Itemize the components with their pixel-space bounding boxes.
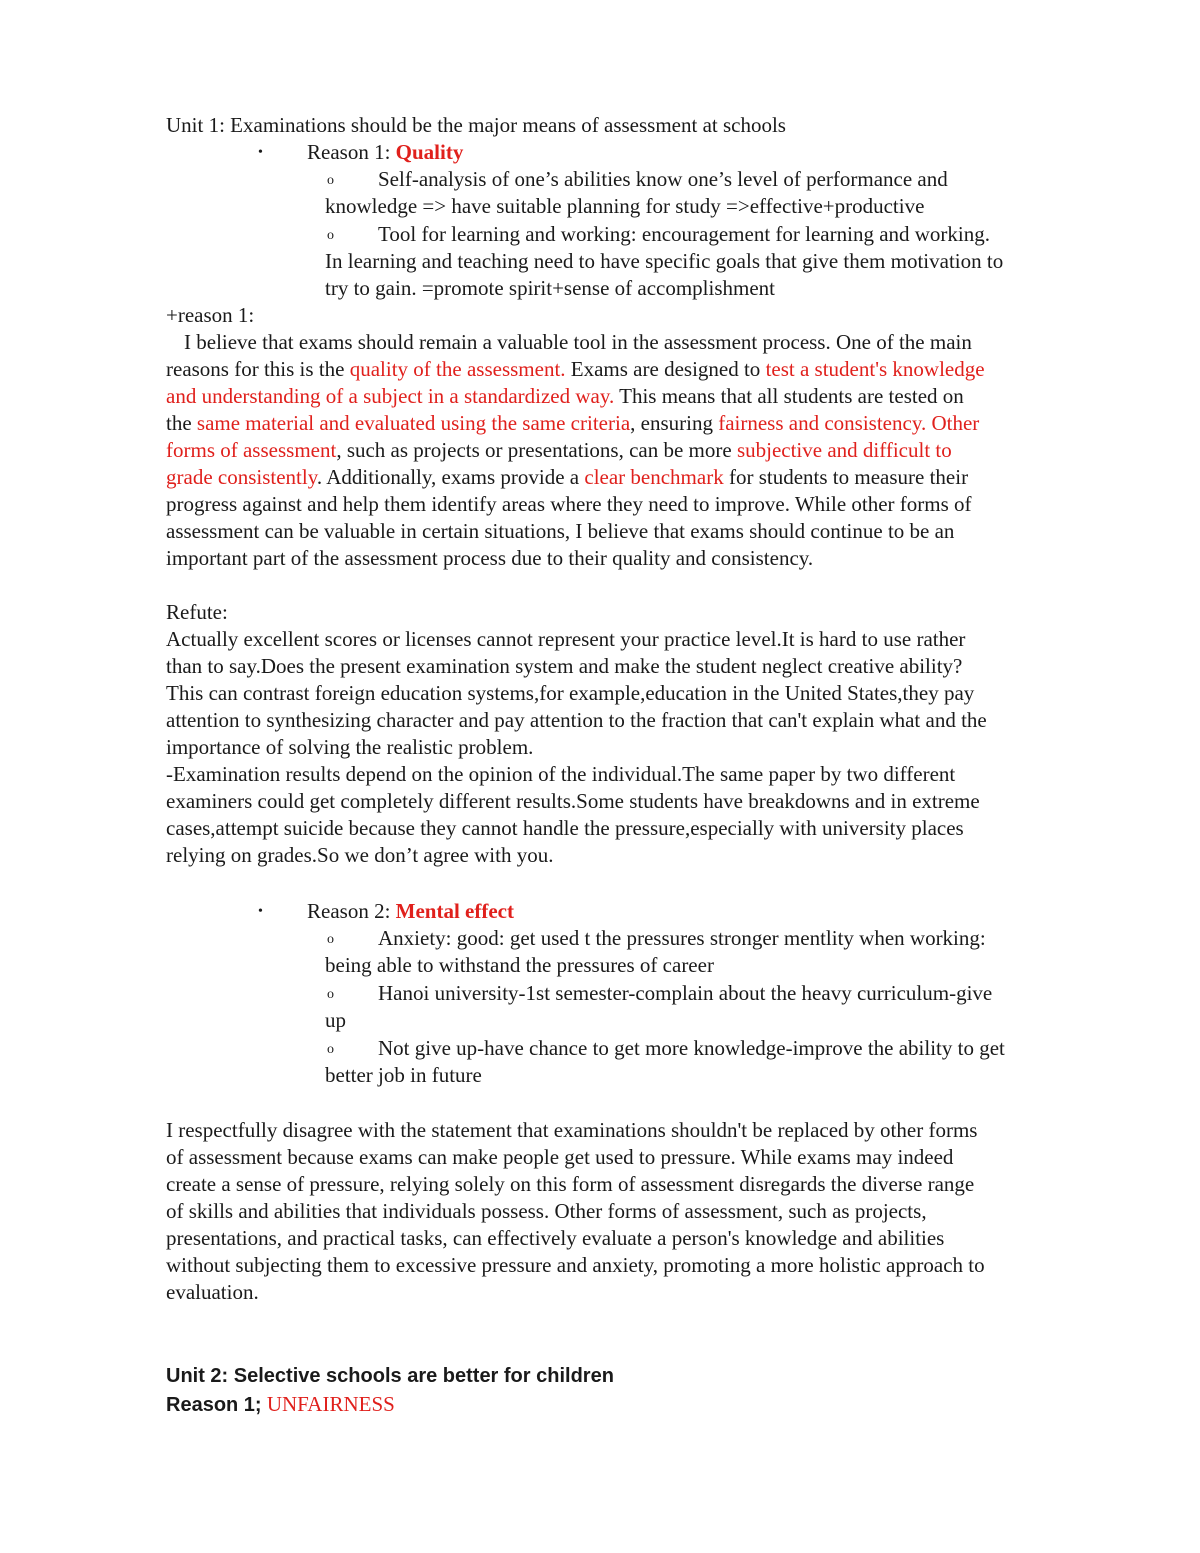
highlight-run: subjective and difficult to	[736, 438, 952, 462]
reason1-sub2-line1: Tool for learning and working: encouragement for learning and working.	[378, 222, 991, 246]
para2-line1: I respectfully disagree with the statement that examinations shouldn't be replaced by other forms	[166, 1118, 978, 1142]
highlight-run: fairness and consistency.	[718, 411, 927, 435]
text-run: reasons for this is the	[166, 357, 350, 381]
unit2-title: Unit 2: Selective schools are better for children	[166, 1365, 614, 1387]
text-run: , such as projects or presentations, can be more	[336, 438, 737, 462]
para1-line8: assessment can be valuable in certain situations, I believe that exams should continue to be an	[166, 519, 955, 543]
unit1-title: Unit 1: Examinations should be the major means of assessment at schools	[166, 113, 786, 137]
para1-line3	[166, 383, 964, 410]
text-run: Exams are designed to	[565, 357, 766, 381]
reason2-name: Mental effect	[395, 899, 514, 923]
refute-line6: -Examination results depend on the opinion of the individual.The same paper by two different	[166, 762, 956, 786]
highlight-run: forms of assessment	[166, 438, 337, 462]
text-run: , ensuring	[630, 411, 719, 435]
refute-line4: attention to synthesizing character and pay attention to the fraction that can't explain what and the	[166, 708, 987, 732]
para1-line2	[166, 356, 985, 383]
refute-line5: importance of solving the realistic problem.	[166, 735, 534, 759]
reason2-sub1-line2: being able to withstand the pressures of career	[325, 953, 714, 977]
para2-line3: create a sense of pressure, relying solely on this form of assessment disregards the diverse range	[166, 1172, 975, 1196]
sub-bullet: o	[327, 228, 334, 243]
refute-label: Refute:	[166, 600, 228, 624]
unit2-reason1-prefix: Reason 1;	[166, 1394, 262, 1416]
para1-line1: I believe that exams should remain a valuable tool in the assessment process. One of the main	[184, 330, 972, 354]
reason2-sub3-line1: Not give up-have chance to get more knowledge-improve the ability to get	[378, 1036, 1005, 1060]
text-run: . Additionally, exams provide a	[316, 465, 585, 489]
unit2-reason1-name: UNFAIRNESS	[261, 1392, 395, 1416]
para2-line4: of skills and abilities that individuals possess. Other forms of assessment, such as projects,	[166, 1199, 927, 1223]
highlight-run: clear benchmark	[584, 465, 724, 489]
reason1-heading	[307, 139, 463, 166]
highlight-run: same material and evaluated using the same criteria	[196, 411, 631, 435]
refute-line1: Actually excellent scores or licenses cannot represent your practice level.It is hard to use rather	[166, 627, 966, 651]
para1-line5	[166, 437, 952, 464]
para1-line6	[166, 464, 968, 491]
para2-line2: of assessment because exams can make people get used to pressure. While exams may indeed	[166, 1145, 954, 1169]
reason1-sub1-line1: Self-analysis of one’s abilities know one’s level of performance and	[378, 167, 948, 191]
highlight-run: and understanding of a subject in a standardized way.	[166, 384, 615, 408]
para2-line7: evaluation.	[166, 1280, 259, 1304]
reason2-sub2-line1: Hanoi university-1st semester-complain about the heavy curriculum-give	[378, 981, 993, 1005]
reason1-sub2-line3: try to gain. =promote spirit+sense of accomplishment	[325, 276, 776, 300]
reason2-sub3-line2: better job in future	[325, 1063, 482, 1087]
text-run: This means that all students are tested on	[614, 384, 964, 408]
text-run: the	[166, 411, 197, 435]
refute-line7: examiners could get completely different results.Some students have breakdowns and in extreme	[166, 789, 980, 813]
bullet-reason2: •	[258, 904, 263, 919]
para1-line7: progress against and help them identify areas where they need to improve. While other forms of	[166, 492, 972, 516]
refute-line8: cases,attempt suicide because they cannot handle the pressure,especially with university places	[166, 816, 964, 840]
para2-line6: without subjecting them to excessive pressure and anxiety, promoting a more holistic approach to	[166, 1253, 985, 1277]
bullet-reason1: •	[258, 145, 263, 160]
refute-line9: relying on grades.So we don’t agree with you.	[166, 843, 554, 867]
sub-bullet: o	[327, 987, 334, 1002]
highlight-run: test a student's knowledge	[765, 357, 985, 381]
reason2-heading	[307, 898, 514, 925]
reason1-name: Quality	[395, 140, 464, 164]
reason2-sub1-line1: Anxiety: good: get used t the pressures stronger mentlity when working:	[378, 926, 986, 950]
para2-line5: presentations, and practical tasks, can effectively evaluate a person's knowledge and abilities	[166, 1226, 945, 1250]
reason2-prefix: Reason 2:	[307, 899, 396, 923]
sub-bullet: o	[327, 173, 334, 188]
para1-line4	[166, 410, 979, 437]
reason1-sub1-line2: knowledge => have suitable planning for study =>effective+productive	[325, 194, 925, 218]
reason1-sub2-line2: In learning and teaching need to have specific goals that give them motivation to	[325, 249, 1004, 273]
highlight-run: Other	[931, 411, 980, 435]
refute-line2: than to say.Does the present examination system and make the student neglect creative ability?	[166, 654, 963, 678]
sub-bullet: o	[327, 1042, 334, 1057]
unit2-reason1	[166, 1391, 395, 1419]
para1-line9: important part of the assessment process due to their quality and consistency.	[166, 546, 814, 570]
reason1-prefix: Reason 1:	[307, 140, 396, 164]
highlight-run: grade consistently	[166, 465, 317, 489]
sub-bullet: o	[327, 932, 334, 947]
highlight-run: quality of the assessment.	[349, 357, 566, 381]
plus-reason-label: +reason 1:	[166, 303, 255, 327]
text-run: for students to measure their	[723, 465, 969, 489]
reason2-sub2-line2: up	[325, 1008, 346, 1032]
refute-line3: This can contrast foreign education systems,for example,education in the United States,they pay	[166, 681, 975, 705]
